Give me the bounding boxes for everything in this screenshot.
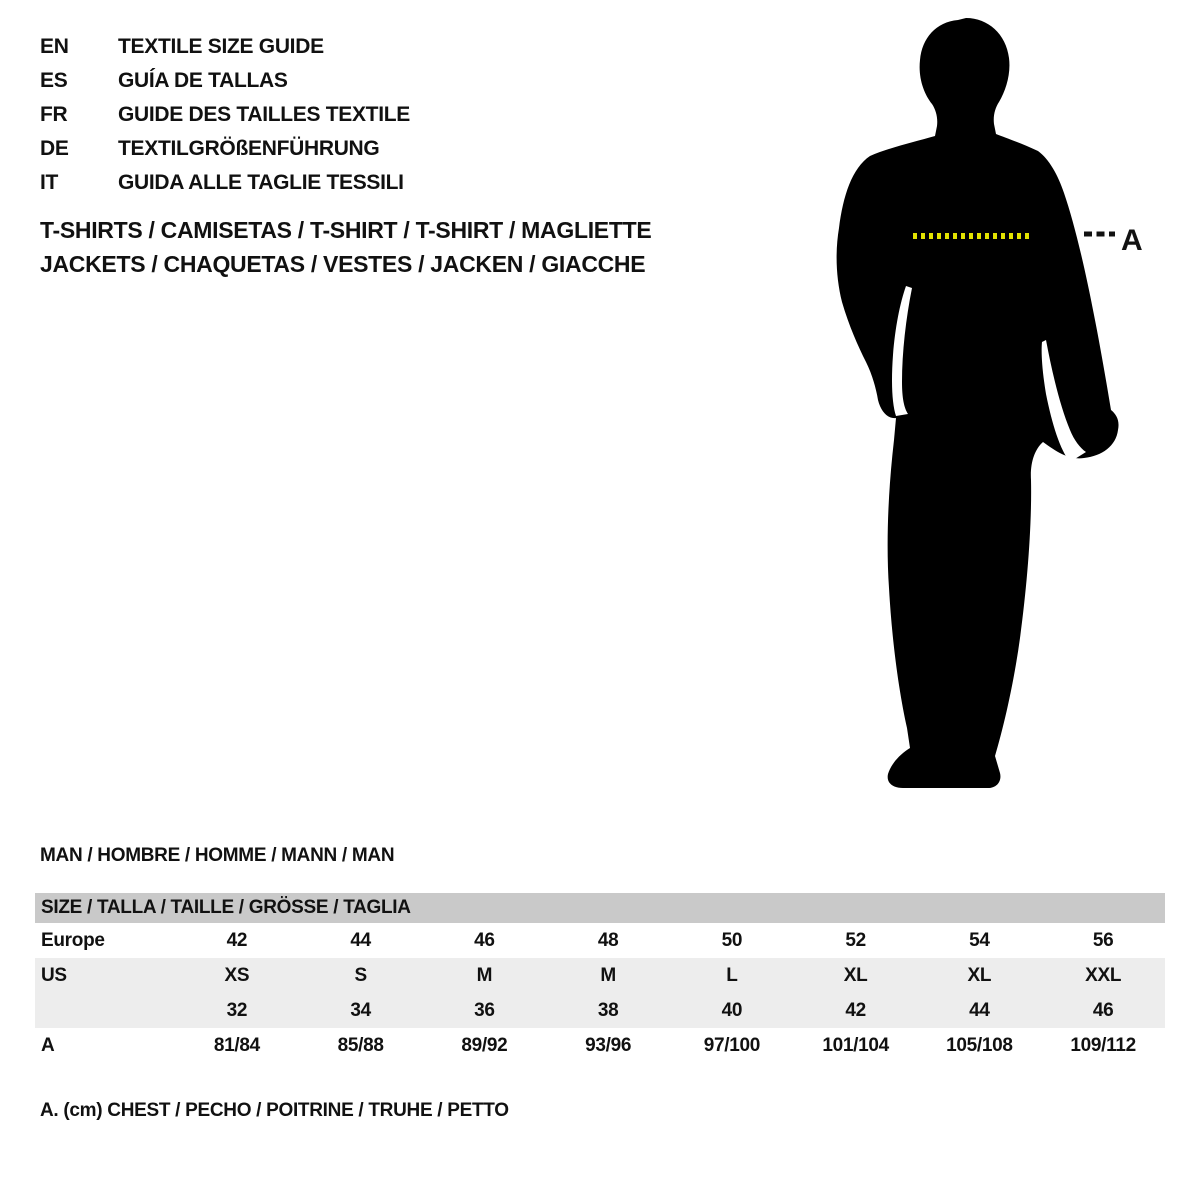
- language-row: [40, 98, 410, 132]
- size-cell: 46: [1092, 999, 1114, 1021]
- language-code: ES: [40, 69, 68, 92]
- man-silhouette-svg: [818, 10, 1163, 800]
- language-code: EN: [40, 35, 69, 58]
- size-cell: 56: [1092, 929, 1114, 951]
- size-cell: 42: [226, 929, 248, 951]
- size-cell: M: [600, 964, 616, 986]
- language-title: TEXTILE SIZE GUIDE: [118, 35, 324, 58]
- size-cell: XXL: [1085, 964, 1122, 986]
- language-title: GUÍA DE TALLAS: [118, 69, 288, 92]
- language-code: IT: [40, 171, 59, 194]
- language-row: [40, 64, 410, 98]
- size-cell: XS: [224, 964, 250, 986]
- language-list: [40, 30, 410, 200]
- size-cell: 105/108: [946, 1034, 1013, 1056]
- language-row: [40, 132, 410, 166]
- size-cell: 85/88: [337, 1034, 384, 1056]
- size-cell: L: [726, 964, 738, 986]
- size-cell: 42: [845, 999, 866, 1021]
- size-cell: 52: [845, 929, 866, 951]
- table-row-us: [35, 958, 1165, 993]
- size-table: [35, 893, 1165, 1063]
- size-cell: 44: [969, 999, 990, 1021]
- size-cell: XL: [843, 964, 868, 986]
- category-line-tshirts: T-SHIRTS / CAMISETAS / T-SHIRT / T-SHIRT / MAGLIETTE: [40, 217, 652, 243]
- measurement-figure: [818, 10, 1163, 800]
- size-cell: 36: [474, 999, 495, 1021]
- size-cell: 50: [721, 929, 743, 951]
- size-cell: XL: [967, 964, 992, 986]
- size-cell: 40: [721, 999, 743, 1021]
- language-row: [40, 166, 410, 200]
- row-label: US: [41, 964, 67, 986]
- section-heading-man: MAN / HOMBRE / HOMME / MANN / MAN: [40, 845, 395, 866]
- measure-label-a: A: [1121, 224, 1143, 257]
- language-title: GUIDE DES TAILLES TEXTILE: [118, 103, 410, 126]
- size-cell: 89/92: [461, 1034, 508, 1056]
- size-cell: S: [354, 964, 367, 986]
- row-label: A: [41, 1034, 55, 1056]
- measurement-footnote: A. (cm) CHEST / PECHO / POITRINE / TRUHE / PETTO: [40, 1100, 509, 1121]
- table-row-europe: [35, 923, 1165, 958]
- size-cell: 101/104: [822, 1034, 889, 1056]
- size-cell: 38: [597, 999, 619, 1021]
- language-title: TEXTILGRÖßENFÜHRUNG: [118, 137, 380, 160]
- language-title: GUIDA ALLE TAGLIE TESSILI: [118, 171, 404, 194]
- language-code: DE: [40, 137, 69, 160]
- size-cell: 32: [226, 999, 248, 1021]
- size-cell: M: [476, 964, 493, 986]
- row-label: Europe: [41, 929, 105, 951]
- category-line-jackets: JACKETS / CHAQUETAS / VESTES / JACKEN / GIACCHE: [40, 251, 646, 277]
- table-row-chest: [35, 1028, 1165, 1063]
- table-row-us-numeric: [35, 993, 1165, 1028]
- product-categories: [40, 213, 651, 281]
- size-table-header: SIZE / TALLA / TAILLE / GRÖSSE / TAGLIA: [35, 893, 1165, 923]
- size-cell: 34: [350, 999, 371, 1021]
- size-cell: 81/84: [213, 1034, 260, 1056]
- size-cell: 54: [969, 929, 990, 951]
- size-cell: 46: [474, 929, 495, 951]
- size-cell: 44: [350, 929, 371, 951]
- size-cell: 97/100: [703, 1034, 761, 1056]
- man-silhouette: [837, 18, 1119, 788]
- language-code: FR: [40, 103, 68, 126]
- size-cell: 109/112: [1070, 1034, 1136, 1056]
- language-row: [40, 30, 410, 64]
- size-cell: 48: [597, 929, 619, 951]
- size-cell: 93/96: [585, 1034, 632, 1056]
